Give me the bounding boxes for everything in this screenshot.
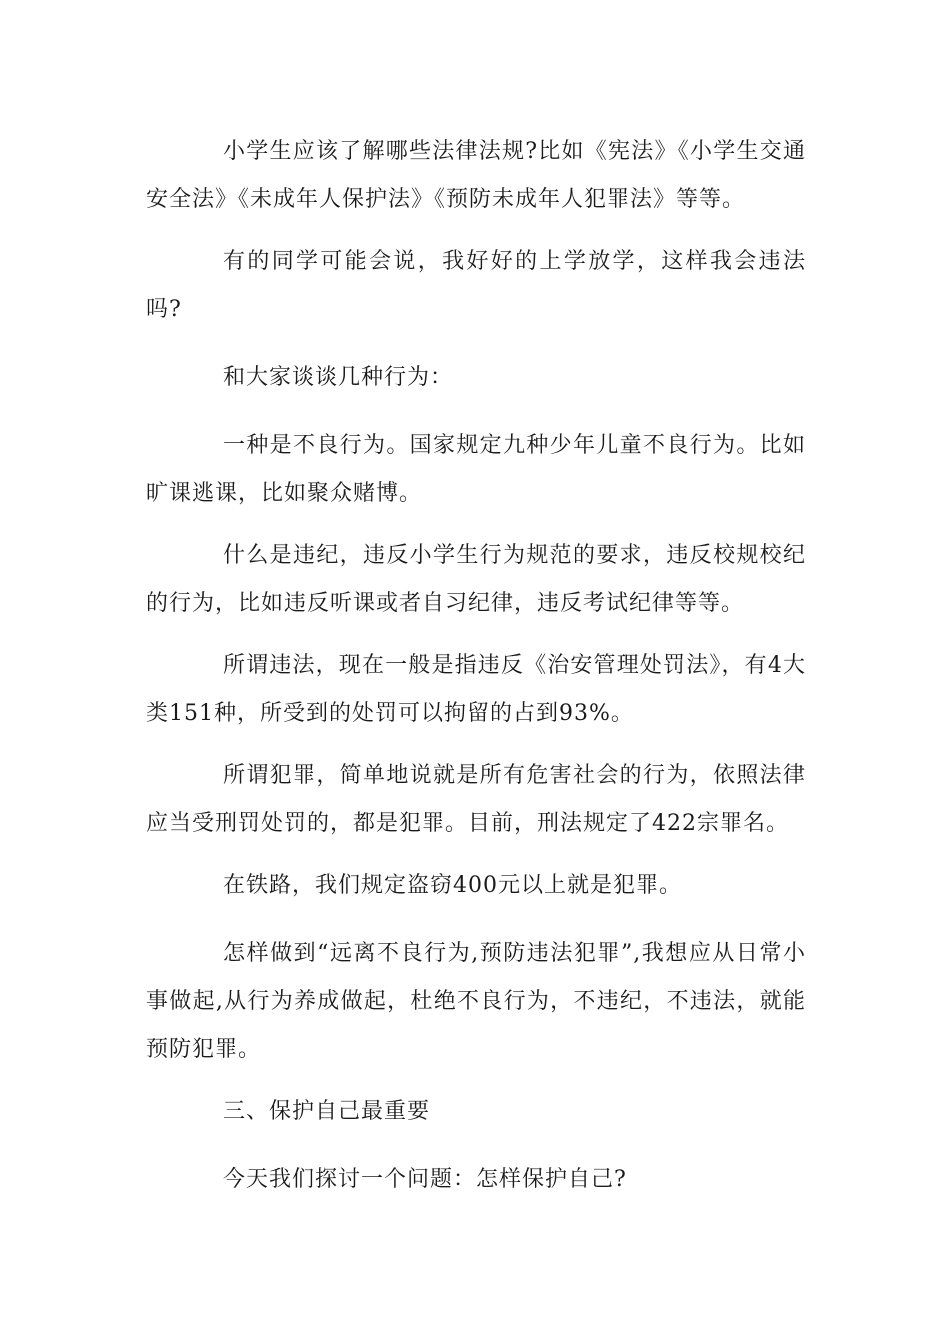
paragraph-discipline: 什么是违纪，违反小学生行为规范的要求，违反校规校纪的行为，比如违反听课或者自习纪律，违反考试纪律等等。 <box>146 543 806 616</box>
paragraph-intro-behaviors: 和大家谈谈几种行为： <box>223 365 454 390</box>
paragraph-railway: 在铁路，我们规定盗窃400元以上就是犯罪。 <box>223 873 682 898</box>
paragraph-illegal: 所谓违法，现在一般是指违反《治安管理处罚法》，有4大类151种，所受到的处罚可以拘留的占到93%。 <box>146 653 806 726</box>
paragraph-today-topic: 今天我们探讨一个问题：怎样保护自己? <box>223 1167 627 1192</box>
paragraph-bad-behavior: 一种是不良行为。国家规定九种少年儿童不良行为。比如旷课逃课，比如聚众赌博。 <box>146 433 806 506</box>
paragraph-prevention: 怎样做到“远离不良行为,预防违法犯罪”,我想应从日常小事做起,从行为养成做起，杜绝不良行为，不违纪，不违法，就能预防犯罪。 <box>146 941 806 1062</box>
paragraph-question: 有的同学可能会说，我好好的上学放学，这样我会违法吗? <box>146 249 806 322</box>
document-body <box>146 128 806 1224</box>
section-heading-protect-self: 三、保护自己最重要 <box>223 1099 431 1124</box>
paragraph-laws: 小学生应该了解哪些法律法规?比如《宪法》《小学生交通安全法》《未成年人保护法》《预防未成年人犯罪法》等等。 <box>146 139 806 212</box>
paragraph-crime: 所谓犯罪，简单地说就是所有危害社会的行为，依照法律应当受刑罚处罚的，都是犯罪。目前，刑法规定了422宗罪名。 <box>146 763 806 836</box>
